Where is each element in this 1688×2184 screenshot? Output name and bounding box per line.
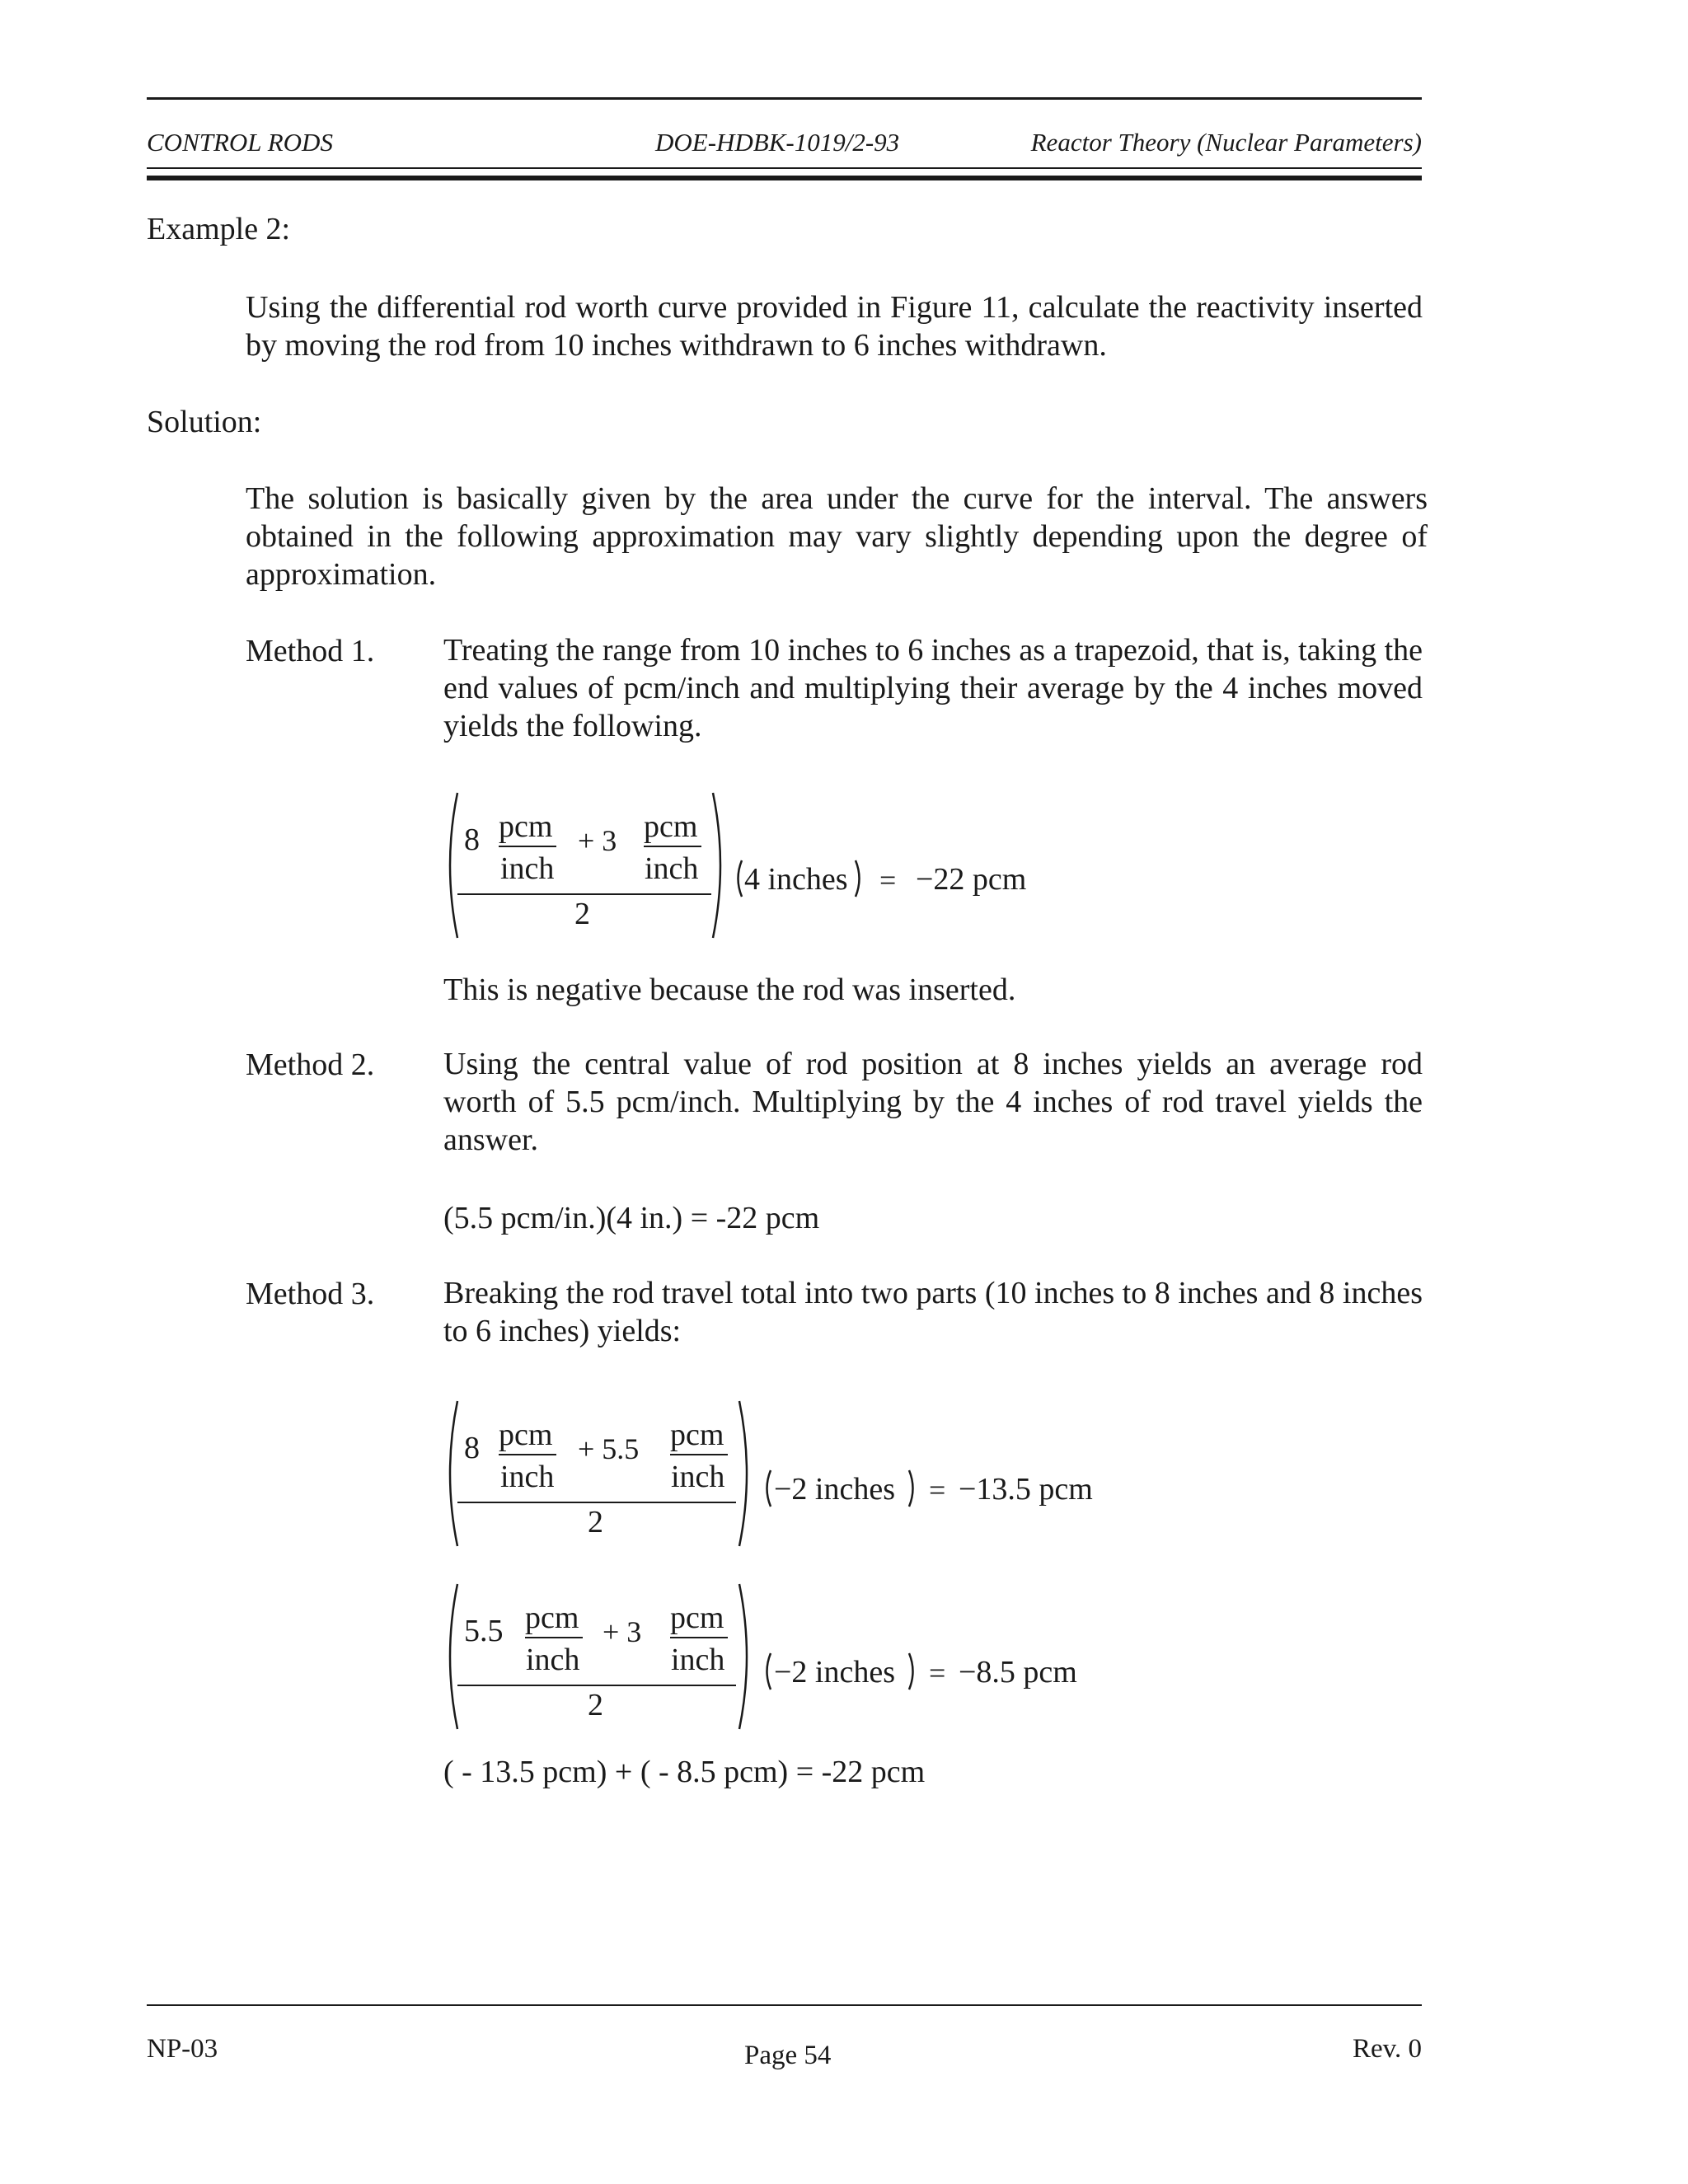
header-rule-thick	[147, 176, 1422, 180]
eq-unit-den-2: inch	[645, 851, 699, 886]
method3-equation-2	[441, 1582, 1183, 1731]
eq-unit-den-2: inch	[671, 1460, 725, 1494]
eq-unit-num-1: pcm	[499, 809, 553, 844]
footer-left: NP-03	[147, 2034, 218, 2064]
method3-sum: ( - 13.5 pcm) + ( - 8.5 pcm) = -22 pcm	[443, 1755, 926, 1789]
left-paren	[441, 791, 459, 940]
left-paren	[441, 1399, 459, 1548]
eq-factor: 4 inches	[744, 862, 848, 897]
method2-equation: (5.5 pcm/in.)(4 in.) = -22 pcm	[443, 1201, 820, 1235]
eq-equals: =	[929, 1657, 946, 1690]
example-text: Using the differential rod worth curve provided in Figure 11, calculate the reactivity inserted by moving the rod from 10 inches withdrawn to 6 inches withdrawn.	[246, 290, 1423, 363]
header-center: DOE-HDBK-1019/2-93	[655, 128, 900, 157]
method2-text: Using the central value of rod position at 8 inches yields an average rod worth of 5.5 pcm/inch. Multiplying by the 4 inches of rod travel yields the answer.	[443, 1047, 1423, 1157]
eq-equals: =	[929, 1474, 946, 1507]
eq-main-fraction-bar	[457, 1502, 736, 1503]
eq-result: −8.5 pcm	[959, 1655, 1077, 1690]
solution-text: The solution is basically given by the area under the curve for the interval. The answers obtained in the following approximation may vary slightly depending upon the degree of approximation.	[246, 481, 1428, 592]
footer-page-number: Page 54	[744, 2041, 832, 2070]
eq-coef-a: 5.5	[464, 1614, 504, 1648]
header-rule-thin	[147, 167, 1422, 169]
example-heading: Example 2:	[147, 212, 291, 246]
eq-factor: −2 inches	[774, 1472, 896, 1507]
eq-factor: −2 inches	[774, 1655, 896, 1690]
header-right: Reactor Theory (Nuclear Parameters)	[1030, 128, 1422, 157]
factor-right-paren	[854, 859, 864, 898]
eq-unit-num-2: pcm	[670, 1601, 724, 1635]
factor-left-paren	[762, 1652, 772, 1691]
header-left: CONTROL RODS	[147, 128, 333, 157]
eq-unit-num-2: pcm	[670, 1418, 724, 1452]
eq-unit-bar-2	[670, 1454, 728, 1455]
eq-unit-num-2: pcm	[644, 809, 698, 844]
method1-equation	[441, 791, 1100, 940]
method3-text: Breaking the rod travel total into two parts (10 inches to 8 inches and 8 inches to 6 inches) yields:	[443, 1276, 1423, 1348]
factor-right-paren	[907, 1652, 917, 1691]
method3-label: Method 3.	[246, 1277, 375, 1311]
factor-left-paren	[762, 1469, 772, 1508]
eq-result: −13.5 pcm	[959, 1472, 1093, 1507]
eq-unit-num-1: pcm	[525, 1601, 579, 1635]
method1-note: This is negative because the rod was inserted.	[443, 972, 1016, 1007]
eq-result: −22 pcm	[916, 862, 1027, 897]
method2-label: Method 2.	[246, 1047, 375, 1082]
eq-unit-num-1: pcm	[499, 1418, 553, 1452]
eq-coef-a: 8	[464, 1431, 480, 1465]
method1-text: Treating the range from 10 inches to 6 inches as a trapezoid, that is, taking the end values of pcm/inch and multiplying their average by the 4 inches moved yields the following.	[443, 633, 1423, 743]
eq-equals: =	[879, 864, 897, 897]
factor-right-paren	[907, 1469, 917, 1508]
eq-denominator: 2	[588, 1688, 603, 1722]
eq-plus-b: + 5.5	[578, 1432, 640, 1465]
right-paren	[738, 1582, 756, 1731]
left-paren	[441, 1582, 459, 1731]
eq-unit-bar-1	[499, 1454, 556, 1455]
method1-label: Method 1.	[246, 634, 375, 668]
footer-rule	[147, 2004, 1422, 2006]
footer-right: Rev. 0	[1352, 2034, 1422, 2064]
eq-main-fraction-bar	[457, 1685, 736, 1686]
eq-denominator: 2	[588, 1505, 603, 1540]
eq-plus-b: + 3	[578, 824, 617, 857]
header-top-rule	[147, 97, 1422, 100]
solution-heading: Solution:	[147, 405, 262, 439]
eq-coef-a: 8	[464, 823, 480, 857]
right-paren	[711, 791, 729, 940]
eq-unit-bar-1	[525, 1637, 583, 1638]
eq-unit-den-2: inch	[671, 1643, 725, 1677]
eq-unit-bar-2	[670, 1637, 728, 1638]
eq-main-fraction-bar	[457, 893, 711, 895]
factor-left-paren	[734, 859, 743, 898]
eq-plus-b: + 3	[603, 1615, 642, 1648]
eq-unit-den-1: inch	[526, 1643, 580, 1677]
eq-denominator: 2	[574, 897, 590, 931]
eq-unit-den-1: inch	[500, 1460, 555, 1494]
eq-unit-bar-2	[644, 846, 701, 847]
eq-unit-den-1: inch	[500, 851, 555, 886]
method3-equation-1	[441, 1399, 1183, 1548]
right-paren	[738, 1399, 756, 1548]
eq-unit-bar-1	[499, 846, 556, 847]
